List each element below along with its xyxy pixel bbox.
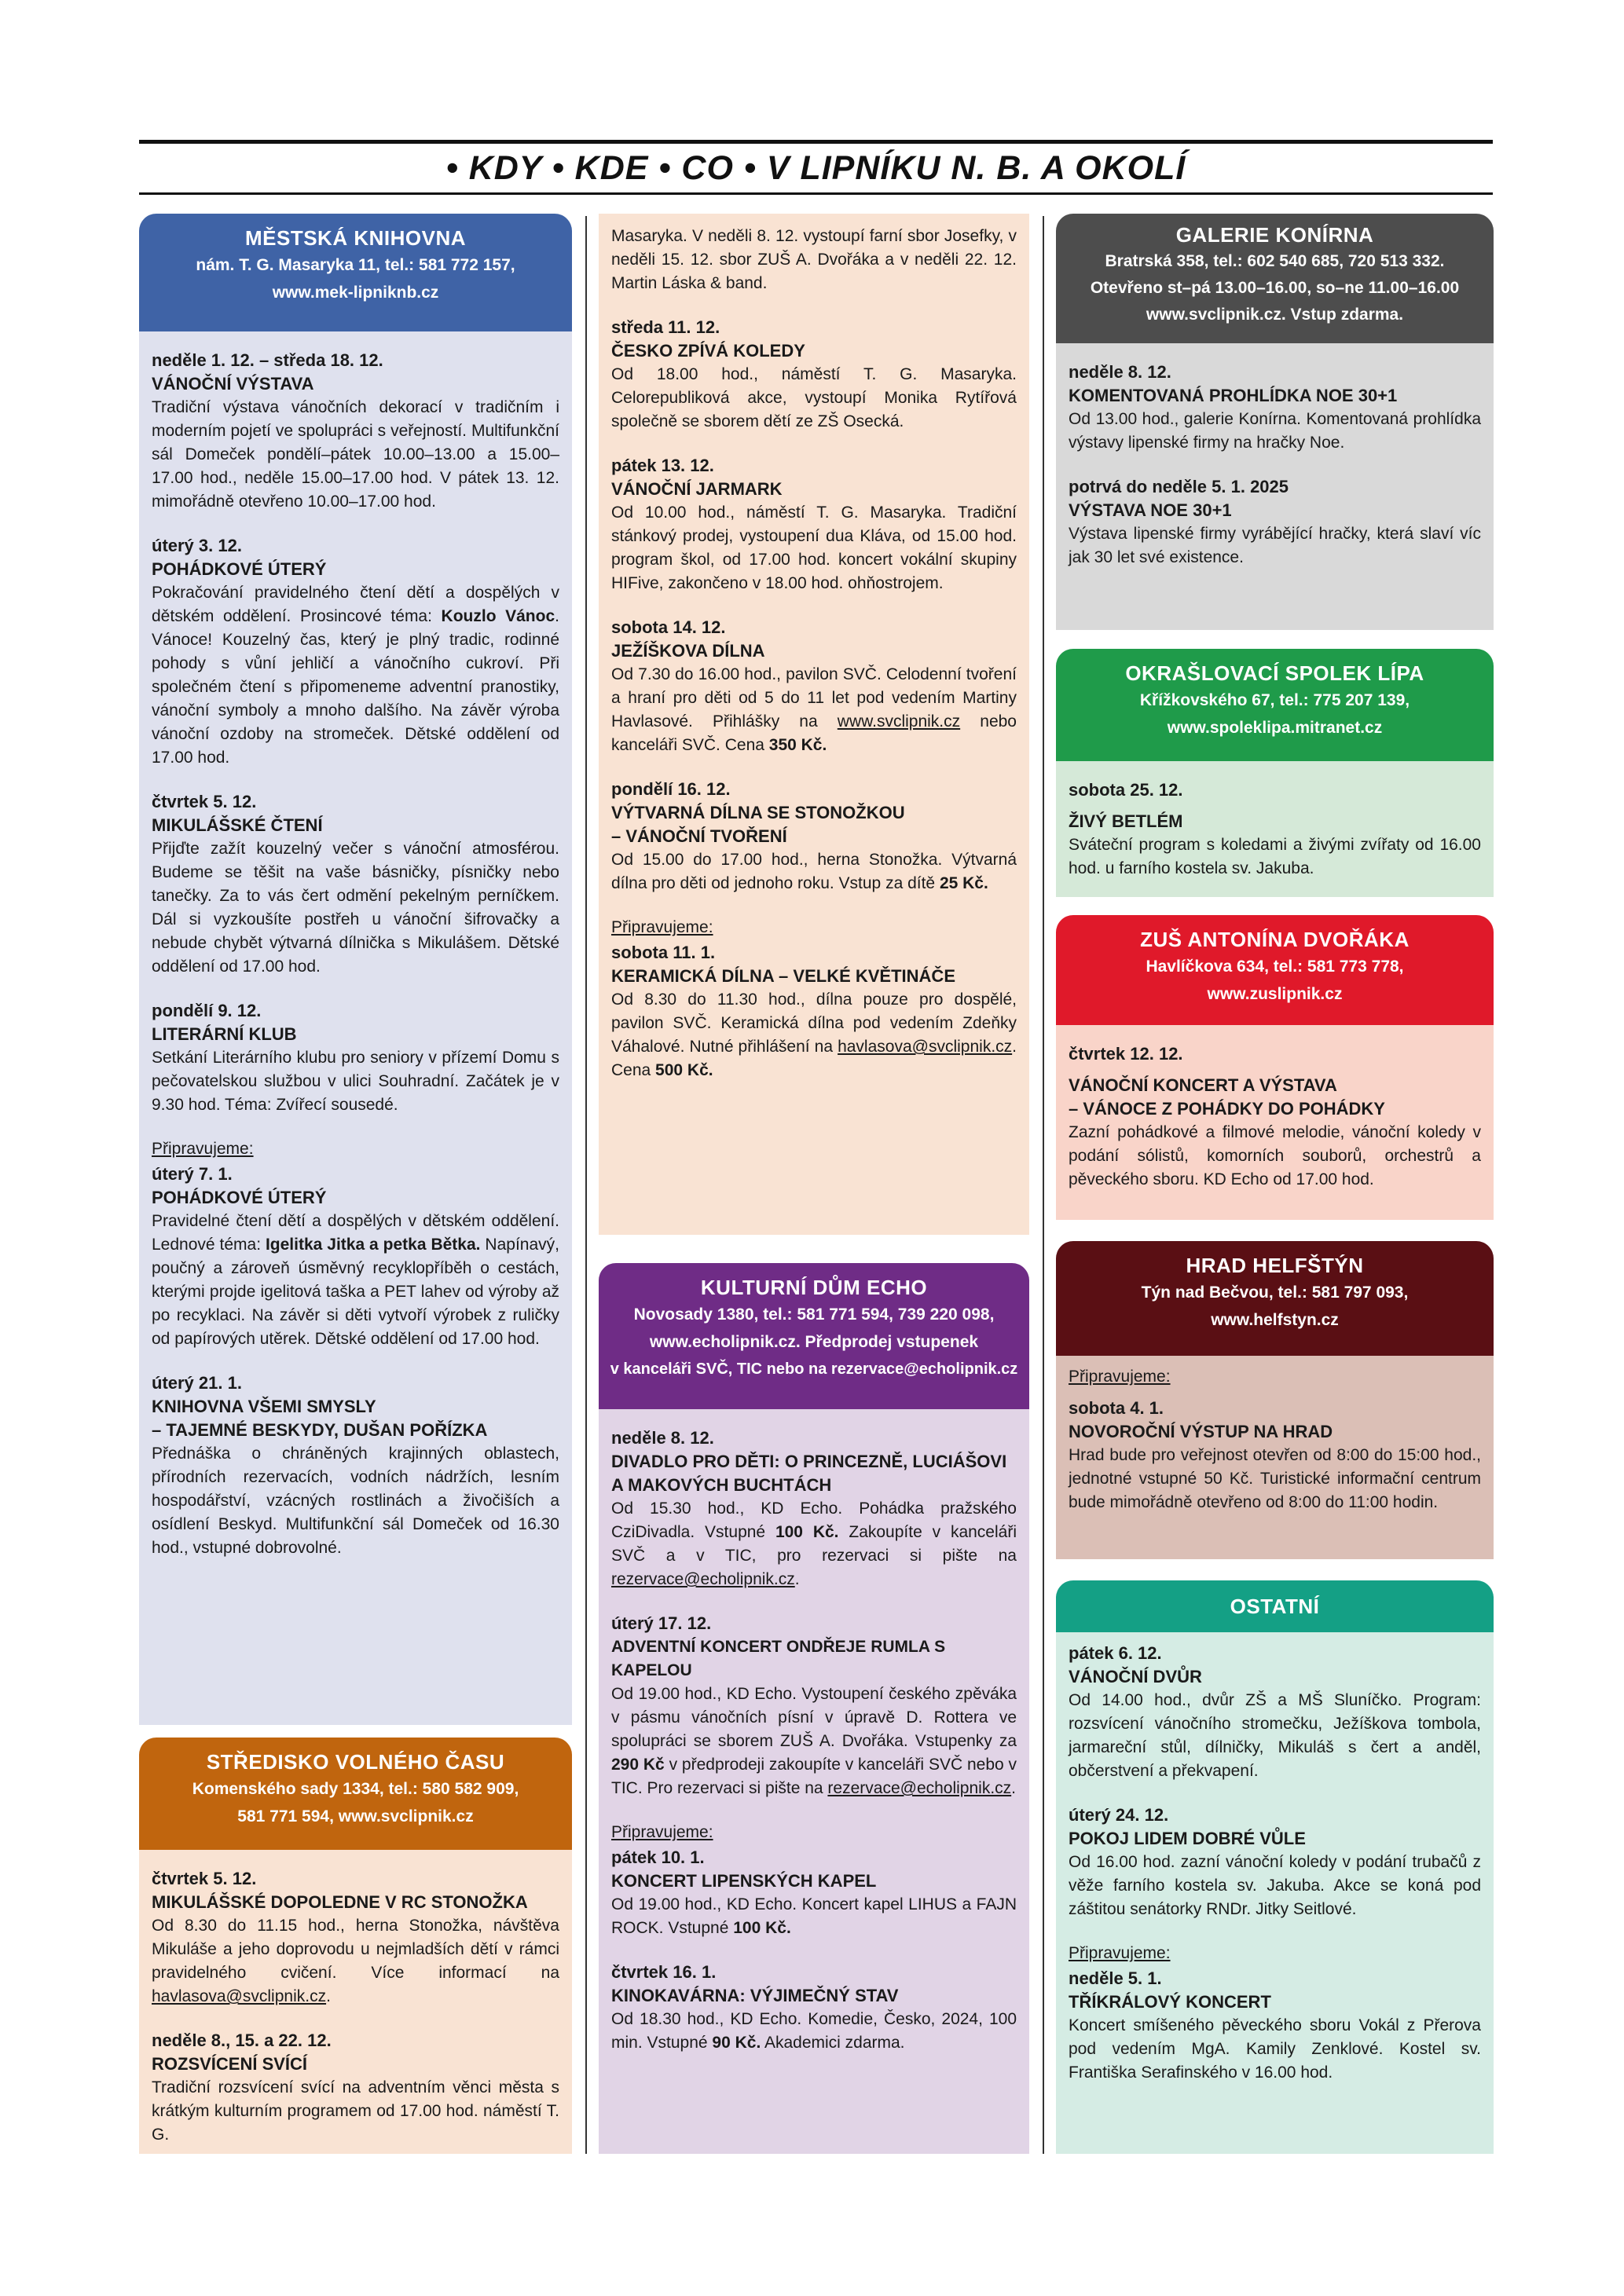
- prep-label: Připravujeme:: [1069, 1368, 1171, 1386]
- helfstyn-name: HRAD HELFŠTÝN: [1186, 1254, 1364, 1277]
- event-date: potrvá do neděle 5. 1. 2025: [1069, 477, 1289, 496]
- event-text: Od 16.00 hod. zazní vánoční koledy v podání trubačů z věže farního kostela sv. Jakuba. Akce se koná pod záštitou senátorky RNDr. Jitky Seitlové.: [1069, 1853, 1481, 1918]
- event-text: Tradiční výstava vánočních dekorací v tradičním i moderním pojetí ve spolupráci s veřejností. Multifunkční sál Domeček pondělí–pátek 10.00–13.00 a 15.00–17.00 hod., neděle 15.00–17.00 hod. V pátek 13. 12. mimořádně otevřeno 10.00–17.00 hod.: [152, 398, 559, 511]
- event-text: Výstava lipenské firmy vyrábějící hračky, která slaví víc jak 30 let své existence.: [1069, 525, 1481, 566]
- event-theme: Kouzlo Vánoc: [441, 607, 555, 625]
- zus-web[interactable]: www.zuslipnik.cz: [1207, 985, 1343, 1003]
- event-date: neděle 5. 1.: [1069, 1968, 1162, 1988]
- event-text-part: . Cena: [611, 1038, 1017, 1079]
- event-title: KONCERT LIPENSKÝCH KAPEL: [611, 1871, 877, 1891]
- event-date: sobota 25. 12.: [1069, 780, 1183, 800]
- event-text: Přijďte zažít kouzelný večer s vánoční atmosférou. Budeme se těšit na vaše básničky, písničky nebo tanečky. Za to vás čert odmění pekelným perníčkem. Dál si vyzkoušíte postřeh u vánoční šifrovačky a nebude chybět výtvarná dílnička s Mikulášem. Dětské oddělení od 17.00 hod.: [152, 840, 559, 976]
- event: [152, 534, 559, 770]
- event-date: úterý 3. 12.: [152, 536, 242, 555]
- konirna-header: [1056, 214, 1494, 343]
- zus-name: ZUŠ ANTONÍNA DVOŘÁKA: [1140, 928, 1410, 951]
- konirna-hours: Otevřeno st–pá 13.00–16.00, so–ne 11.00–16.00: [1090, 279, 1460, 297]
- event-title: ADVENTNÍ KONCERT ONDŘEJE RUMLA S KAPELOU: [611, 1638, 946, 1679]
- konirna-body: [1056, 343, 1494, 630]
- event-date: čtvrtek 5. 12.: [152, 1869, 257, 1888]
- helfstyn-address: Týn nad Bečvou, tel.: 581 797 093,: [1141, 1283, 1409, 1302]
- event-text-part: Napínavý, poučný a zároveň úsměvný recyklopříběh o cestách, kterými projde igelitová taška a PET lahev od výroby až po recyklaci. Na závěr si děti vytvoří výrobek z ruličky od papírových utěrek. Dětské oddělení od 17.00 hod.: [152, 1236, 559, 1348]
- event-text-part: Od 15.00 do 17.00 hod., herna Stonožka. Výtvarná dílna pro děti od jednoho roku. Vstup za dítě: [611, 851, 1017, 892]
- event-title: VÁNOČNÍ KONCERT A VÝSTAVA: [1069, 1075, 1337, 1095]
- knihovna-header: [139, 214, 572, 331]
- event-title: POHÁDKOVÉ ÚTERÝ: [152, 559, 327, 579]
- section-knihovna: [139, 214, 572, 1725]
- event-title: TŘÍKRÁLOVÝ KONCERT: [1069, 1992, 1271, 2012]
- event-title: LITERÁRNÍ KLUB: [152, 1024, 297, 1044]
- ostatni-header: [1056, 1580, 1494, 1632]
- lipa-address: Křížkovského 67, tel.: 775 207 139,: [1139, 691, 1410, 709]
- event-price: 100 Kč.: [775, 1523, 839, 1541]
- event-date: úterý 17. 12.: [611, 1613, 712, 1633]
- lipa-body: [1056, 761, 1494, 897]
- event: [611, 1961, 1017, 2055]
- event-date: neděle 8., 15. a 22. 12.: [152, 2031, 332, 2050]
- event-date: pátek 13. 12.: [611, 456, 714, 475]
- event-title: VÝTVARNÁ DÍLNA SE STONOŽKOU: [611, 803, 905, 822]
- lipa-web[interactable]: www.spoleklipa.mitranet.cz: [1167, 719, 1383, 737]
- echo-header: [599, 1263, 1029, 1409]
- email-link[interactable]: rezervace@echolipnik.cz: [611, 1570, 795, 1588]
- helfstyn-web[interactable]: www.helfstyn.cz: [1211, 1311, 1339, 1329]
- column-divider-left: [585, 216, 587, 2154]
- section-helfstyn: [1056, 1241, 1494, 1559]
- event-text-part: nebo kanceláři SVČ. Cena: [611, 712, 1017, 754]
- zus-address: Havlíčkova 634, tel.: 581 773 778,: [1146, 958, 1404, 976]
- event: [1069, 475, 1481, 569]
- event-text: Koncert smíšeného pěveckého sboru Vokál z Přerova pod vedením MgA. Kamily Zenklové. Kostel sv. Františka Serafinského v 16.00 hod.: [1069, 2016, 1481, 2082]
- event: [1069, 1397, 1481, 1514]
- event-text: Sváteční program s koledami a živými zvířaty od 16.00 hod. u farního kostela sv. Jakuba.: [1069, 836, 1481, 877]
- event-title: ROZSVÍCENÍ SVÍCÍ: [152, 2054, 308, 2074]
- event-text: [611, 1893, 1017, 1940]
- event: [611, 778, 1017, 895]
- zus-header: [1056, 915, 1494, 1025]
- event: [611, 1846, 1017, 1940]
- event-text: [611, 663, 1017, 757]
- event-price: 100 Kč.: [733, 1919, 791, 1937]
- event-title: KOMENTOVANÁ PROHLÍDKA NOE 30+1: [1069, 386, 1398, 405]
- web-link[interactable]: www.svclipnik.cz: [837, 712, 961, 731]
- event-title: NOVOROČNÍ VÝSTUP NA HRAD: [1069, 1422, 1333, 1441]
- event-subtitle: A MAKOVÝCH BUCHTÁCH: [611, 1475, 832, 1495]
- svc-name: STŘEDISKO VOLNÉHO ČASU: [206, 1750, 505, 1774]
- section-konirna: [1056, 214, 1494, 630]
- helfstyn-header: [1056, 1241, 1494, 1356]
- event-text: [611, 1497, 1017, 1591]
- event-title: VÝSTAVA NOE 30+1: [1069, 500, 1232, 520]
- event-date: sobota 11. 1.: [611, 943, 716, 962]
- event: [611, 941, 1017, 1082]
- event-price: 25 Kč.: [939, 874, 988, 892]
- helfstyn-body: [1056, 1356, 1494, 1559]
- event-date: úterý 24. 12.: [1069, 1805, 1169, 1825]
- event: [152, 1371, 559, 1560]
- page-title: • KDY • KDE • CO • V LIPNÍKU N. B. A OKOLÍ: [445, 148, 1186, 187]
- event-title: VÁNOČNÍ VÝSTAVA: [152, 374, 314, 394]
- event-title: JEŽÍŠKOVA DÍLNA: [611, 641, 765, 661]
- konirna-web[interactable]: www.svclipnik.cz. Vstup zdarma.: [1146, 306, 1404, 324]
- event-price: 500 Kč.: [655, 1061, 713, 1079]
- prep-label: Připravujeme:: [152, 1140, 254, 1158]
- event: [152, 1867, 559, 2009]
- event-subtitle: – VÁNOČNÍ TVOŘENÍ: [611, 826, 787, 846]
- echo-body: [599, 1409, 1029, 2154]
- event-text-part: Od 19.00 hod., KD Echo. Vystoupení českého zpěváka v pásmu vánočních písní v úpravě D. Rottera ve spolupráci se sborem ZUŠ A. Dvořáka. Vstupenky za: [611, 1685, 1017, 1750]
- svc-web[interactable]: 581 771 594, www.svclipnik.cz: [237, 1807, 474, 1825]
- lipa-name: OKRAŠLOVACÍ SPOLEK LÍPA: [1125, 661, 1424, 685]
- event-text-part: Zakoupíte v kanceláři SVČ a v TIC, pro rezervaci si pište na: [611, 1523, 1017, 1565]
- event-date: pondělí 9. 12.: [152, 1001, 262, 1020]
- event: [1069, 1967, 1481, 2085]
- event-price: 90 Kč.: [712, 2034, 761, 2052]
- event-text: Tradiční rozsvícení svící na adventním věnci města s krátkým kulturním programem od 17.00 hod. náměstí T. G.: [152, 2078, 559, 2144]
- event-title: VÁNOČNÍ JARMARK: [611, 479, 783, 499]
- event: [152, 999, 559, 1117]
- event-text-part: Akademici zdarma.: [761, 2034, 905, 2052]
- event-text-part: .: [1011, 1779, 1017, 1797]
- knihovna-web[interactable]: www.mek-lipniknb.cz: [272, 284, 439, 302]
- prep-label: Připravujeme:: [611, 1823, 713, 1841]
- event-date: pátek 10. 1.: [611, 1847, 705, 1867]
- event-title: KNIHOVNA VŠEMI SMYSLY: [152, 1397, 376, 1416]
- column-divider-right: [1043, 216, 1044, 2154]
- section-ostatni: [1056, 1580, 1494, 2154]
- ostatni-body: [1056, 1632, 1494, 2154]
- event-text-part: .: [326, 1987, 331, 2005]
- event-date: čtvrtek 12. 12.: [1069, 1044, 1183, 1064]
- event-title: POHÁDKOVÉ ÚTERÝ: [152, 1188, 327, 1207]
- event-text-part: Od 7.30 do 16.00 hod., pavilon SVČ. Celodenní tvoření a hraní pro děti od 5 do 11 let pod vedením Martiny Havlasové. Přihlášky na: [611, 665, 1017, 731]
- event-text: Od 14.00 hod., dvůr ZŠ a MŠ Sluníčko. Program: rozsvícení vánočního stromečku, Ježíškova tombola, jarmareční stůl, dílničky, Mikuláš s čert a anděl, občerstvení a překvapení.: [1069, 1691, 1481, 1780]
- event-text-part: Od 8.30 do 11.30 hod., dílna pouze pro dospělé, pavilon SVČ. Keramická dílna pod vedením Zdeňky Váhalové. Nutné přihlášení na: [611, 991, 1017, 1056]
- event-subtitle: – TAJEMNÉ BESKYDY, DUŠAN POŘÍZKA: [152, 1420, 488, 1440]
- event: [1069, 361, 1481, 455]
- event-text-part: Od 18.30 hod., KD Echo. Komedie, Česko, 2024, 100 min. Vstupné: [611, 2010, 1017, 2052]
- event-text-part: v předprodeji zakoupíte v kanceláři SVČ nebo v TIC. Pro rezervaci si pište na: [611, 1756, 1017, 1797]
- event-date: neděle 8. 12.: [1069, 362, 1171, 382]
- event-text: Od 13.00 hod., galerie Konírna. Komentovaná prohlídka výstavy lipenské firmy na hračky Noe.: [1069, 410, 1481, 452]
- event: [1069, 778, 1481, 881]
- konirna-address: Bratrská 358, tel.: 602 540 685, 720 513 332.: [1105, 252, 1445, 270]
- event-text-part: Pravidelné čtení dětí a dospělých v dětském oddělení. Lednové téma:: [152, 1212, 559, 1254]
- event-title: ŽIVÝ BETLÉM: [1069, 811, 1183, 831]
- event-date: čtvrtek 5. 12.: [152, 792, 257, 811]
- event-text: Přednáška o chráněných krajinných oblastech, přírodních rezervacích, vodních nádržích, lesním hospodářství, vzácných rostlinách a živočiších a osídlení Beskyd. Multifunkční sál Domeček od 16.30 hod., vstupné dobrovolné.: [152, 1445, 559, 1557]
- event: [152, 349, 559, 514]
- event-date: neděle 8. 12.: [611, 1428, 714, 1448]
- section-zus: [1056, 915, 1494, 1220]
- svc-header: [139, 1738, 572, 1850]
- event-title: DIVADLO PRO DĚTI: O PRINCEZNĚ, LUCIÁŠOVI: [611, 1452, 1007, 1471]
- event-title: MIKULÁŠSKÉ ČTENÍ: [152, 815, 323, 835]
- event: [1069, 1042, 1481, 1192]
- event: [611, 1612, 1017, 1800]
- event-title: MIKULÁŠSKÉ DOPOLEDNE V RC STONOŽKA: [152, 1892, 528, 1912]
- event-title: ČESKO ZPÍVÁ KOLEDY: [611, 341, 805, 361]
- echo-web[interactable]: www.echolipnik.cz. Předprodej vstupenek: [649, 1333, 979, 1351]
- event-text: [152, 581, 559, 770]
- event-subtitle: – VÁNOCE Z POHÁDKY DO POHÁDKY: [1069, 1099, 1385, 1119]
- knihovna-name: MĚSTSKÁ KNIHOVNA: [244, 226, 466, 250]
- event-text: [611, 988, 1017, 1082]
- section-svc-continued: [599, 214, 1029, 1235]
- event-title: POKOJ LIDEM DOBRÉ VŮLE: [1069, 1829, 1306, 1848]
- event-title: KINOKAVÁRNA: VÝJIMEČNÝ STAV: [611, 1986, 899, 2005]
- page-title-bar: [139, 140, 1493, 195]
- event-text: Od 10.00 hod., náměstí T. G. Masaryka. Tradiční stánkový prodej, vystoupení dua Kláva, od 15.00 hod. program škol, od 17.00 hod. koncert vokální skupiny HIFive, zakončeno v 18.00 hod. ohňostrojem.: [611, 504, 1017, 592]
- echo-presale: v kanceláři SVČ, TIC nebo na rezervace@echolipnik.cz: [610, 1360, 1018, 1378]
- event-date: úterý 7. 1.: [152, 1164, 233, 1184]
- section-svc: [139, 1738, 572, 2154]
- svc-body: [139, 1850, 572, 2154]
- event-text-part: Od 15.30 hod., KD Echo. Pohádka pražského CziDivadla. Vstupné: [611, 1500, 1017, 1541]
- event-price: 290 Kč: [611, 1756, 665, 1774]
- event-date: pátek 6. 12.: [1069, 1643, 1162, 1663]
- svc-cont-body: [599, 214, 1029, 1235]
- event-text: [152, 1210, 559, 1351]
- event-text: [611, 1683, 1017, 1800]
- event-date: sobota 4. 1.: [1069, 1398, 1164, 1418]
- email-link[interactable]: havlasova@svclipnik.cz: [152, 1987, 327, 2005]
- prep-label: Připravujeme:: [1069, 1944, 1171, 1962]
- event-text: Zazní pohádkové a filmové melodie, vánoční koledy v podání sólistů, komorních souborů, orchestrů a pěveckého sboru. KD Echo od 17.00 hod.: [1069, 1123, 1481, 1188]
- email-link[interactable]: havlasova@svclipnik.cz: [838, 1038, 1013, 1056]
- event-title: KERAMICKÁ DÍLNA – VELKÉ KVĚTINÁČE: [611, 966, 955, 986]
- event-date: sobota 14. 12.: [611, 617, 726, 637]
- ostatni-name: OSTATNÍ: [1230, 1595, 1320, 1618]
- echo-address: Novosady 1380, tel.: 581 771 594, 739 220 098,: [633, 1305, 995, 1324]
- event-text: [611, 848, 1017, 895]
- event-date: úterý 21. 1.: [152, 1373, 242, 1393]
- knihovna-body: [139, 331, 572, 1725]
- event-text: [611, 2008, 1017, 2055]
- event-title: VÁNOČNÍ DVŮR: [1069, 1667, 1202, 1686]
- prep-label: Připravujeme:: [611, 918, 713, 936]
- section-lipa: [1056, 649, 1494, 897]
- event: [152, 790, 559, 979]
- event: [1069, 1803, 1481, 1921]
- echo-name: KULTURNÍ DŮM ECHO: [700, 1276, 928, 1299]
- email-link[interactable]: rezervace@echolipnik.cz: [827, 1779, 1012, 1797]
- event: [611, 454, 1017, 595]
- event: [611, 316, 1017, 434]
- event-date: čtvrtek 16. 1.: [611, 1962, 717, 1982]
- event: [611, 1426, 1017, 1591]
- event-price: 350 Kč.: [768, 736, 827, 754]
- event-text-part: Od 19.00 hod., KD Echo. Koncert kapel LIHUS a FAJN ROCK. Vstupné: [611, 1895, 1017, 1937]
- event-text: [152, 1914, 559, 2009]
- event-text-part: .: [794, 1570, 800, 1588]
- lipa-header: [1056, 649, 1494, 761]
- zus-body: [1056, 1025, 1494, 1220]
- section-echo: [599, 1263, 1029, 2154]
- svc-cont-intro: Masaryka. V neděli 8. 12. vystoupí farní sbor Josefky, v neděli 15. 12. sbor ZUŠ A. Dvořáka a v neděli 22. 12. Martin Láska & band.: [611, 227, 1017, 292]
- event-theme: Igelitka Jitka a petka Bětka.: [265, 1236, 481, 1254]
- event-text-part: Od 8.30 do 11.15 hod., herna Stonožka, návštěva Mikuláše a jeho doprovodu u nejmladších dětí v rámci pravidelného cvičení. Více informací na: [152, 1917, 559, 1982]
- event: [611, 616, 1017, 757]
- event: [152, 2029, 559, 2147]
- event: [1069, 1642, 1481, 1783]
- knihovna-address: nám. T. G. Masaryka 11, tel.: 581 772 157,: [196, 256, 515, 274]
- event-date: středa 11. 12.: [611, 317, 720, 337]
- event-text: Hrad bude pro veřejnost otevřen od 8:00 do 15:00 hod., jednotné vstupné 50 Kč. Turistické informační centrum bude mimořádně otevřeno od 8:00 do 11:00 hodin.: [1069, 1446, 1481, 1511]
- svc-address: Komenského sady 1334, tel.: 580 582 909,: [192, 1780, 519, 1798]
- konirna-name: GALERIE KONÍRNA: [1175, 223, 1374, 247]
- event-date: neděle 1. 12. – středa 18. 12.: [152, 350, 383, 370]
- event-date: pondělí 16. 12.: [611, 779, 731, 799]
- event: [152, 1163, 559, 1351]
- event-text-part: Pokračování pravidelného čtení dětí a dospělých v dětském oddělení. Prosincové téma:: [152, 584, 559, 625]
- event-text-part: . Vánoce! Kouzelný čas, který je plný tradic, rodinné pohody s vůní jehličí a vánočního cukroví. Při společném čtení s připomeneme adventní pranostiky, vánoční symboly a mnoho dalšího. Na závěr výroba vánoční ozdoby na stromeček. Dětské oddělení od 17.00 hod.: [152, 607, 559, 767]
- event-text: Od 18.00 hod., náměstí T. G. Masaryka. Celorepubliková akce, vystoupí Monika Rytířová společně se sborem dětí ze ZŠ Osecká.: [611, 365, 1017, 430]
- event-text: Setkání Literárního klubu pro seniory v přízemí Domu s pečovatelskou službou v ulici Souhradní. Začátek je v 9.30 hod. Téma: Zvířecí sousedé.: [152, 1049, 559, 1114]
